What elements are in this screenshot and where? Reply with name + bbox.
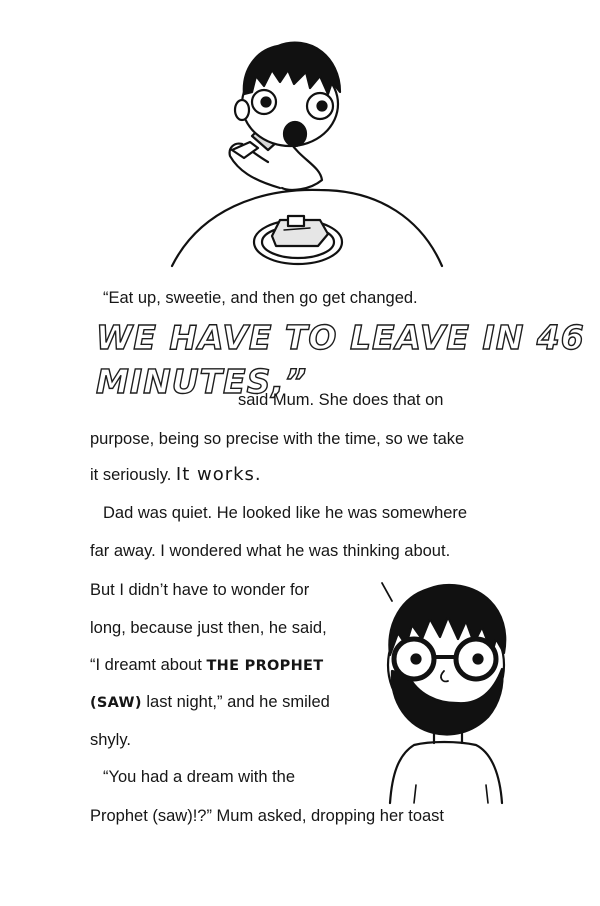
text-line-1: “Eat up, sweetie, and then go get changed. (103, 289, 418, 307)
text-line-11: shyly. (90, 731, 131, 749)
boy-eating-toast-illustration (160, 30, 450, 275)
text-line-4 (90, 464, 262, 486)
dad-with-glasses-illustration (368, 575, 518, 805)
text-line-13: Prophet (saw)!?” Mum asked, dropping her toast (90, 807, 445, 825)
handwritten-line-1: WE HAVE TO LEAVE IN 46 (96, 318, 585, 357)
text-line-2-tail: said Mum. She does that on (238, 391, 444, 409)
text-line-12: “You had a dream with the (103, 768, 296, 786)
text-line-10-plain: last night,” and he smiled (146, 693, 330, 711)
text-line-9 (90, 654, 323, 677)
text-line-8: long, because just then, he said, (90, 619, 327, 637)
text-line-9-plain: “I dreamt about (90, 656, 202, 674)
text-line-3: purpose, being so precise with the time, so we take (90, 430, 465, 448)
saw-emphasis: (SAW) (90, 695, 142, 711)
handwritten-it-works: It works. (175, 464, 262, 485)
text-line-10 (90, 691, 330, 714)
the-prophet-emphasis: THE PROPHET (206, 658, 324, 674)
text-line-6: far away. I wondered what he was thinking about. (90, 542, 451, 560)
text-line-5: Dad was quiet. He looked like he was somewhere (103, 504, 468, 522)
text-line-7: But I didn’t have to wonder for (90, 581, 310, 599)
handwritten-line-2: MINUTES,” (96, 362, 308, 401)
text-line-4-plain: it seriously. (90, 466, 172, 484)
